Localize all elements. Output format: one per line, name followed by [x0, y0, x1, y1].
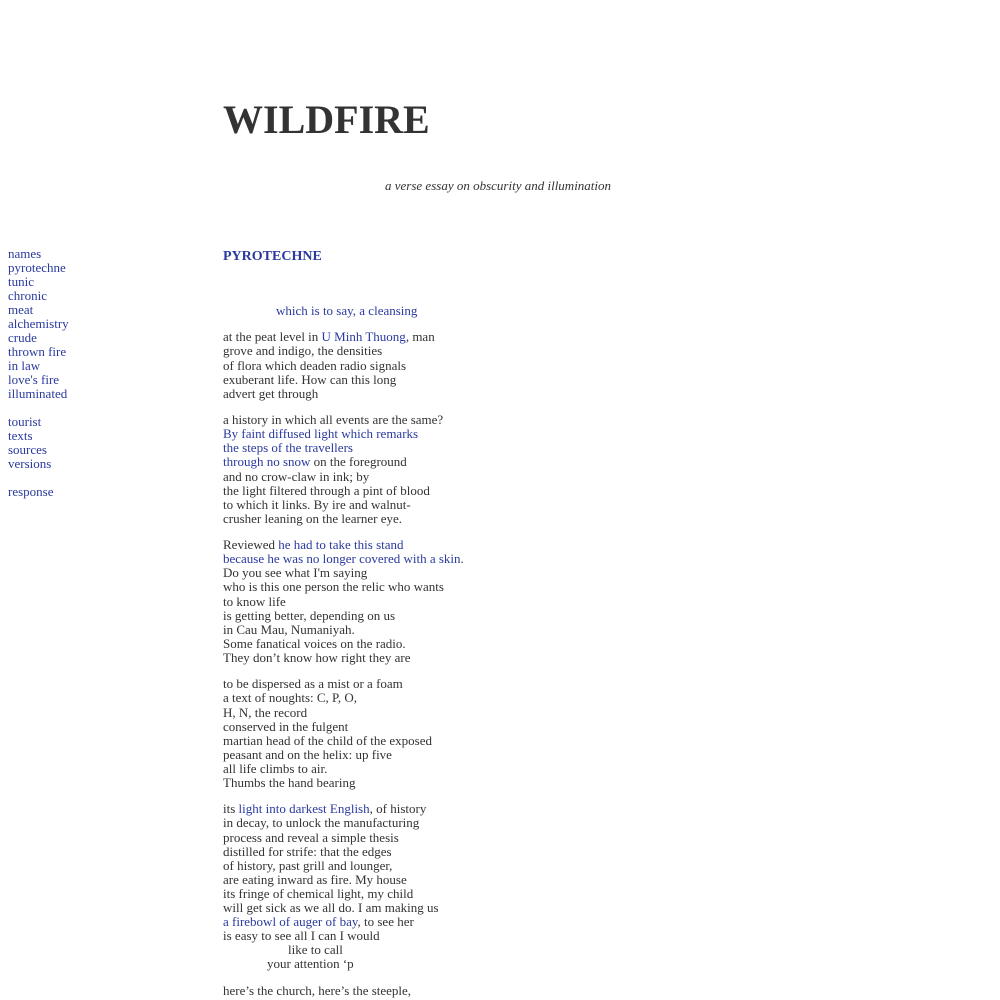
nav-link-meat[interactable]: meat [8, 302, 34, 317]
poem-line: and no crow-claw in ink; by [223, 468, 370, 484]
poem-body [223, 304, 464, 998]
poem-line: like to call [288, 942, 343, 958]
nav-link-pyrotechne[interactable]: pyrotechne [8, 260, 66, 275]
poem-link[interactable]: a firebowl of auger of bay [223, 914, 358, 930]
nav-spacer [8, 401, 69, 415]
poem-link[interactable]: U Minh Thuong [321, 329, 406, 345]
nav-link-alchemistry[interactable]: alchemistry [8, 316, 69, 331]
poem-link[interactable]: which is to say, a cleansing [276, 303, 418, 318]
nav-spacer [8, 471, 69, 485]
poem-link[interactable]: light into darkest English [238, 801, 370, 817]
nav-link-names[interactable]: names [8, 246, 42, 261]
poem-line: peasant and on the helix: up five [223, 746, 392, 762]
nav-link-crude[interactable]: crude [8, 330, 37, 345]
poem-line: is easy to see all I can I would [223, 928, 380, 944]
nav-link-chronic[interactable]: chronic [8, 288, 47, 303]
poem-link[interactable]: through no snow [223, 454, 311, 470]
poem-text: on the foreground [310, 454, 407, 470]
poem-line [223, 538, 464, 552]
page-title: WILDFIRE [223, 97, 430, 142]
poem-line: They don’t know how right they are [223, 649, 411, 665]
poem-line: will get sick as we all do. I am making us [223, 900, 439, 916]
poem-line: process and reveal a simple thesis [223, 829, 399, 845]
poem-text: , of history [369, 801, 427, 817]
poem-line: in Cau Mau, Numaniyah. [223, 621, 355, 637]
poem-text: Reviewed [223, 537, 279, 553]
poem-line: who is this one person the relic who wants [223, 579, 444, 595]
poem-line [223, 802, 464, 816]
poem-line: conserved in the fulgent [223, 718, 349, 734]
nav-link-tourist[interactable]: tourist [8, 414, 42, 429]
poem-line: H, N, the record [223, 704, 308, 720]
poem-line [223, 915, 464, 929]
poem-link[interactable]: By faint diffused light which remarks [223, 426, 419, 442]
section-heading: PYROTECHNE [223, 249, 322, 264]
poem-line: of flora which deaden radio signals [223, 357, 407, 373]
poem-line: all life climbs to air. [223, 760, 328, 776]
poem-line: your attention ‘p [267, 956, 354, 972]
nav-link-in-law[interactable]: in law [8, 358, 41, 373]
nav-link-thrown-fire[interactable]: thrown fire [8, 344, 67, 359]
poem-line: of history, past grill and lounger, [223, 857, 393, 873]
poem-line: are eating inward as fire. My house [223, 871, 407, 887]
poem-line: to which it links. By ire and walnut- [223, 496, 411, 512]
poem-line [223, 552, 464, 566]
nav-link-loves-fire[interactable]: love's fire [8, 372, 60, 387]
poem-line: advert get through [223, 385, 319, 401]
stanza-break [223, 972, 464, 984]
poem-line: is getting better, depending on us [223, 607, 396, 623]
poem-text: , to see her [357, 914, 414, 930]
nav-link-tunic[interactable]: tunic [8, 274, 34, 289]
nav-link-response[interactable]: response [8, 484, 54, 499]
poem-line: Thumbs the hand bearing [223, 775, 356, 790]
page-subtitle: a verse essay on obscurity and illumination [385, 178, 612, 193]
poem-line [223, 455, 464, 469]
poem-line: its fringe of chemical light, my child [223, 885, 414, 901]
poem-line: a history in which all events are the same? [223, 412, 444, 428]
poem-line [223, 441, 464, 455]
poem-link[interactable]: the steps of the travellers [223, 440, 353, 456]
poem-line: here’s the church, here’s the steeple, [223, 982, 412, 998]
poem-line [223, 427, 464, 441]
nav-link-sources[interactable]: sources [8, 442, 47, 457]
poem-line: the light filtered through a pint of blood [223, 482, 430, 498]
poem-line: martian head of the child of the exposed [223, 732, 433, 748]
poem-line: to be dispersed as a mist or a foam [223, 676, 403, 692]
poem-text: . [460, 551, 464, 567]
poem-text: its [223, 801, 239, 817]
nav-link-texts[interactable]: texts [8, 428, 33, 443]
poem-link[interactable]: because he was no longer covered with a skin [223, 551, 461, 567]
poem-epigraph [223, 304, 464, 318]
sidebar-nav [8, 247, 69, 499]
poem-line: grove and indigo, the densities [223, 343, 383, 359]
nav-link-versions[interactable]: versions [8, 456, 52, 471]
poem-line: exuberant life. How can this long [223, 371, 397, 387]
poem-line: in decay, to unlock the manufacturing [223, 815, 420, 831]
poem-text: at the peat level in [223, 329, 322, 345]
poem-line: to know life [223, 593, 286, 609]
poem-text: , man [405, 329, 435, 345]
poem-line: Some fanatical voices on the radio. [223, 635, 406, 651]
poem-line [223, 330, 464, 344]
poem-link[interactable]: he had to take this stand [278, 537, 404, 553]
poem-line: Do you see what I'm saying [223, 565, 368, 581]
nav-link-illuminated[interactable]: illuminated [8, 386, 68, 401]
poem-line: a text of noughts: C, P, O, [223, 690, 357, 706]
poem-line: distilled for strife: that the edges [223, 843, 392, 859]
poem-line: crusher leaning on the learner eye. [223, 510, 403, 526]
